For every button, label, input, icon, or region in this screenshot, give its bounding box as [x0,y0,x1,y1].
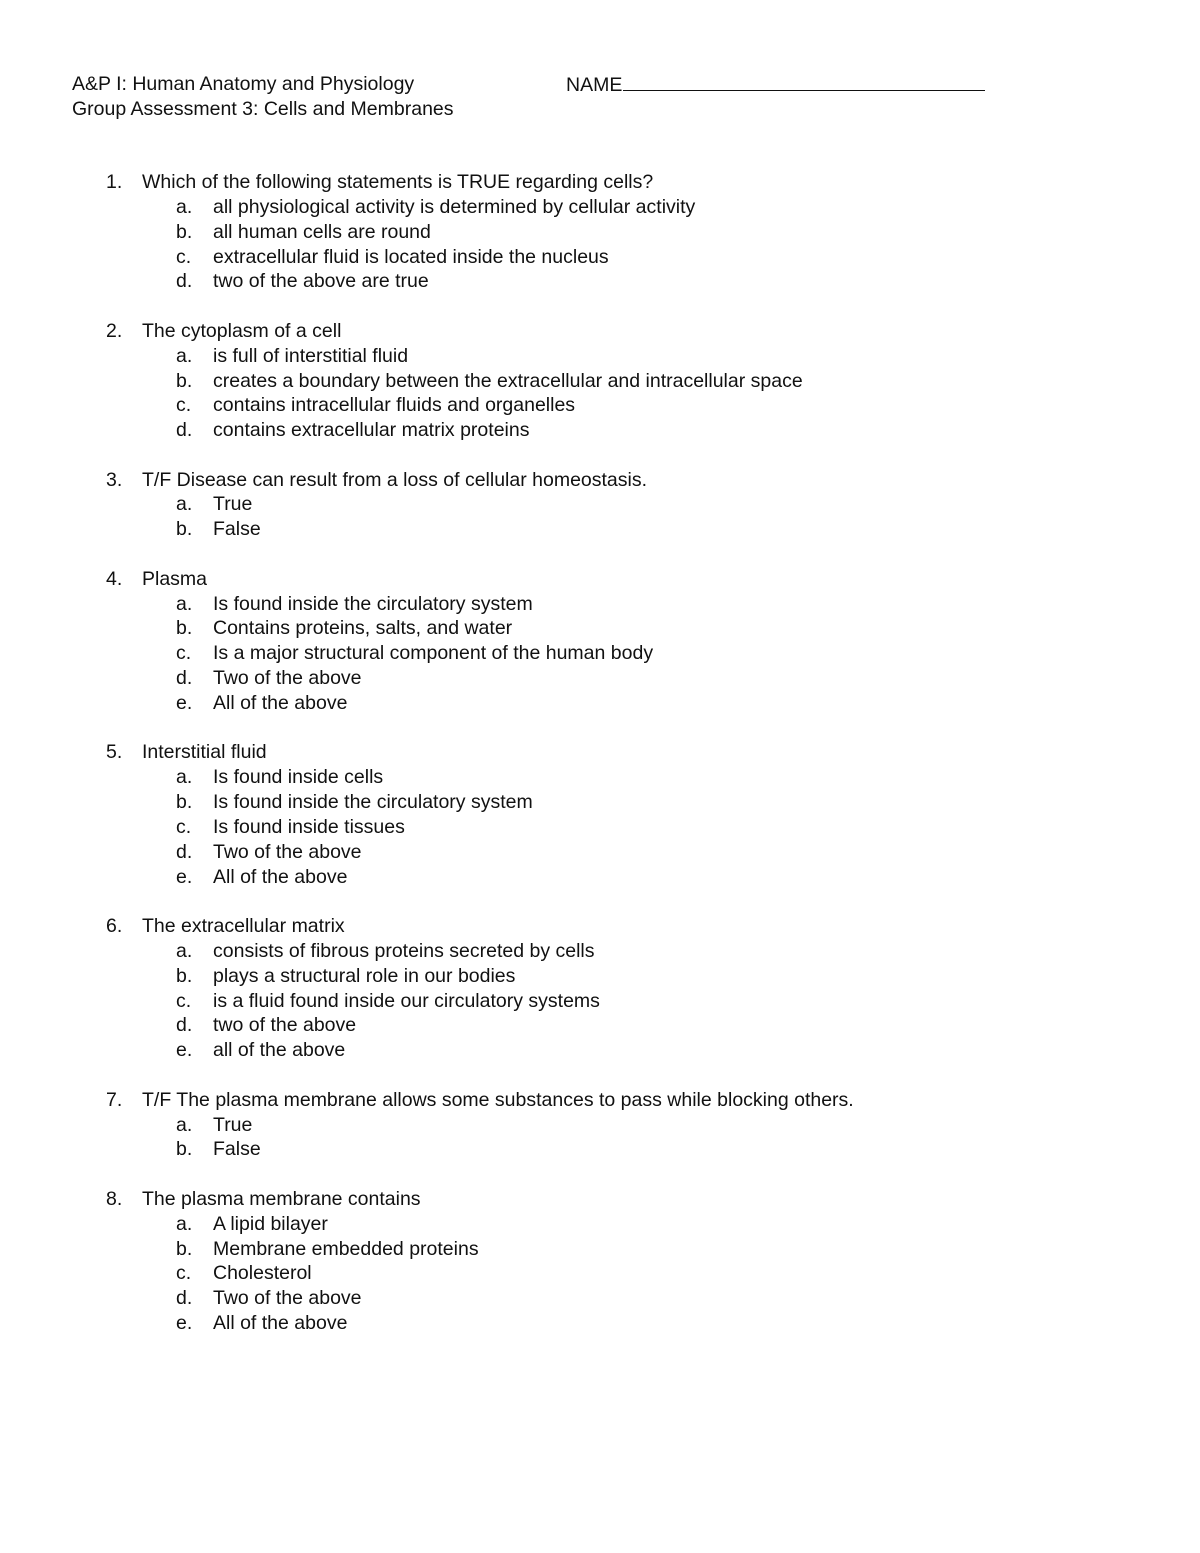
answer-option [0,369,1200,394]
option-letter: a. [176,1113,193,1136]
name-field [566,72,985,98]
question-number: 6. [106,915,123,938]
question-8 [0,1187,1200,1336]
option-text: Cholesterol [213,1262,312,1285]
option-text: all of the above [213,1039,346,1062]
question-text: T/F The plasma membrane allows some substances to pass while blocking others. [142,1088,854,1111]
option-text: contains extracellular matrix proteins [213,419,530,442]
option-text: All of the above [213,1312,348,1335]
option-text: is full of interstitial fluid [213,344,409,367]
answer-option [0,939,1200,964]
option-text: contains intracellular fluids and organelles [213,394,576,417]
answer-option [0,840,1200,865]
question-7 [0,1088,1200,1163]
answer-option [0,1137,1200,1162]
answer-option [0,344,1200,369]
option-text: Two of the above [213,1287,362,1310]
option-letter: b. [176,518,193,541]
option-text: creates a boundary between the extracellular and intracellular space [213,369,803,392]
option-letter: e. [176,1039,193,1062]
option-text: False [213,518,261,541]
option-letter: c. [176,642,192,665]
option-letter: a. [176,195,193,218]
option-letter: c. [176,1262,192,1285]
option-letter: a. [176,592,193,615]
question-stem [0,468,1200,493]
course-title: A&P I: Human Anatomy and Physiology [72,73,415,95]
question-1 [0,170,1200,294]
answer-option [0,964,1200,989]
option-letter: a. [176,1212,193,1235]
option-letter: c. [176,245,192,268]
option-letter: d. [176,1287,193,1310]
answer-option [0,220,1200,245]
option-text: Is found inside tissues [213,815,405,838]
option-letter: b. [176,964,193,987]
question-stem [0,914,1200,939]
option-letter: e. [176,865,193,888]
assessment-title: Group Assessment 3: Cells and Membranes [72,98,454,120]
question-stem [0,1088,1200,1113]
option-letter: b. [176,369,193,392]
option-text: All of the above [213,691,348,714]
answer-option [0,195,1200,220]
question-text: Plasma [142,567,208,590]
option-letter: b. [176,791,193,814]
answer-option [0,1237,1200,1262]
answer-option [0,418,1200,443]
question-number: 4. [106,567,123,590]
question-number: 1. [106,171,123,193]
option-letter: b. [176,617,193,640]
question-number: 7. [106,1088,123,1111]
question-text: T/F Disease can result from a loss of cellular homeostasis. [142,468,648,491]
answer-option [0,1212,1200,1237]
option-text: True [213,1113,253,1136]
option-text: is a fluid found inside our circulatory systems [213,989,600,1012]
answer-option [0,492,1200,517]
question-stem [0,170,1200,195]
option-letter: a. [176,493,193,516]
answer-option [0,641,1200,666]
option-text: Contains proteins, salts, and water [213,617,513,640]
question-number: 8. [106,1187,123,1210]
question-text: The plasma membrane contains [142,1187,421,1210]
option-text: extracellular fluid is located inside the nucleus [213,245,609,268]
question-number: 3. [106,468,123,491]
answer-option [0,1286,1200,1311]
option-letter: c. [176,815,192,838]
option-letter: a. [176,344,193,367]
option-text: Is found inside the circulatory system [213,791,533,814]
answer-option [0,815,1200,840]
option-text: two of the above [213,1014,357,1037]
option-letter: d. [176,667,193,690]
option-text: False [213,1138,261,1161]
option-text: Membrane embedded proteins [213,1237,479,1260]
option-letter: c. [176,394,192,417]
answer-option [0,666,1200,691]
option-letter: b. [176,1138,193,1161]
option-text: Two of the above [213,840,362,863]
option-text: all physiological activity is determined by cellular activity [213,195,696,218]
name-label: NAME [566,74,623,96]
question-6 [0,914,1200,1063]
option-letter: c. [176,989,192,1012]
option-text: A lipid bilayer [213,1212,328,1235]
answer-option [0,393,1200,418]
option-text: consists of fibrous proteins secreted by cells [213,939,595,962]
option-letter: d. [176,270,193,293]
question-3 [0,468,1200,543]
question-stem [0,740,1200,765]
question-text: Which of the following statements is TRUE regarding cells? [142,171,654,193]
option-text: Two of the above [213,667,362,690]
answer-option [0,691,1200,716]
option-text: plays a structural role in our bodies [213,964,516,987]
answer-option [0,616,1200,641]
option-letter: e. [176,1312,193,1335]
option-letter: d. [176,840,193,863]
answer-option [0,765,1200,790]
option-letter: a. [176,939,193,962]
option-text: Is found inside the circulatory system [213,592,533,615]
answer-option [0,1013,1200,1038]
option-letter: d. [176,419,193,442]
question-stem [0,567,1200,592]
answer-option [0,865,1200,890]
question-4 [0,567,1200,716]
question-text: Interstitial fluid [142,741,267,764]
answer-option [0,1311,1200,1336]
question-text: The extracellular matrix [142,915,345,938]
answer-option [0,517,1200,542]
option-text: All of the above [213,865,348,888]
answer-option [0,1038,1200,1063]
answer-option [0,245,1200,270]
option-letter: a. [176,766,193,789]
name-blank-line [623,72,985,91]
header-line-course [72,72,1072,97]
answer-option [0,989,1200,1014]
option-text: two of the above are true [213,270,429,293]
option-letter: b. [176,1237,193,1260]
question-stem [0,1187,1200,1212]
option-text: Is found inside cells [213,766,384,789]
option-letter: d. [176,1014,193,1037]
answer-option [0,1113,1200,1138]
answer-option [0,1261,1200,1286]
question-2 [0,319,1200,443]
answer-option [0,790,1200,815]
header-line-assessment [72,97,1072,122]
option-text: all human cells are round [213,220,431,243]
option-text: True [213,493,253,516]
option-text: Is a major structural component of the human body [213,642,654,665]
answer-option [0,269,1200,294]
question-5 [0,740,1200,889]
question-number: 5. [106,741,123,764]
answer-option [0,592,1200,617]
worksheet-header [72,72,1072,122]
question-list [0,170,1200,1361]
option-letter: e. [176,691,193,714]
question-number: 2. [106,319,123,342]
question-text: The cytoplasm of a cell [142,319,342,342]
option-letter: b. [176,220,193,243]
question-stem [0,319,1200,344]
